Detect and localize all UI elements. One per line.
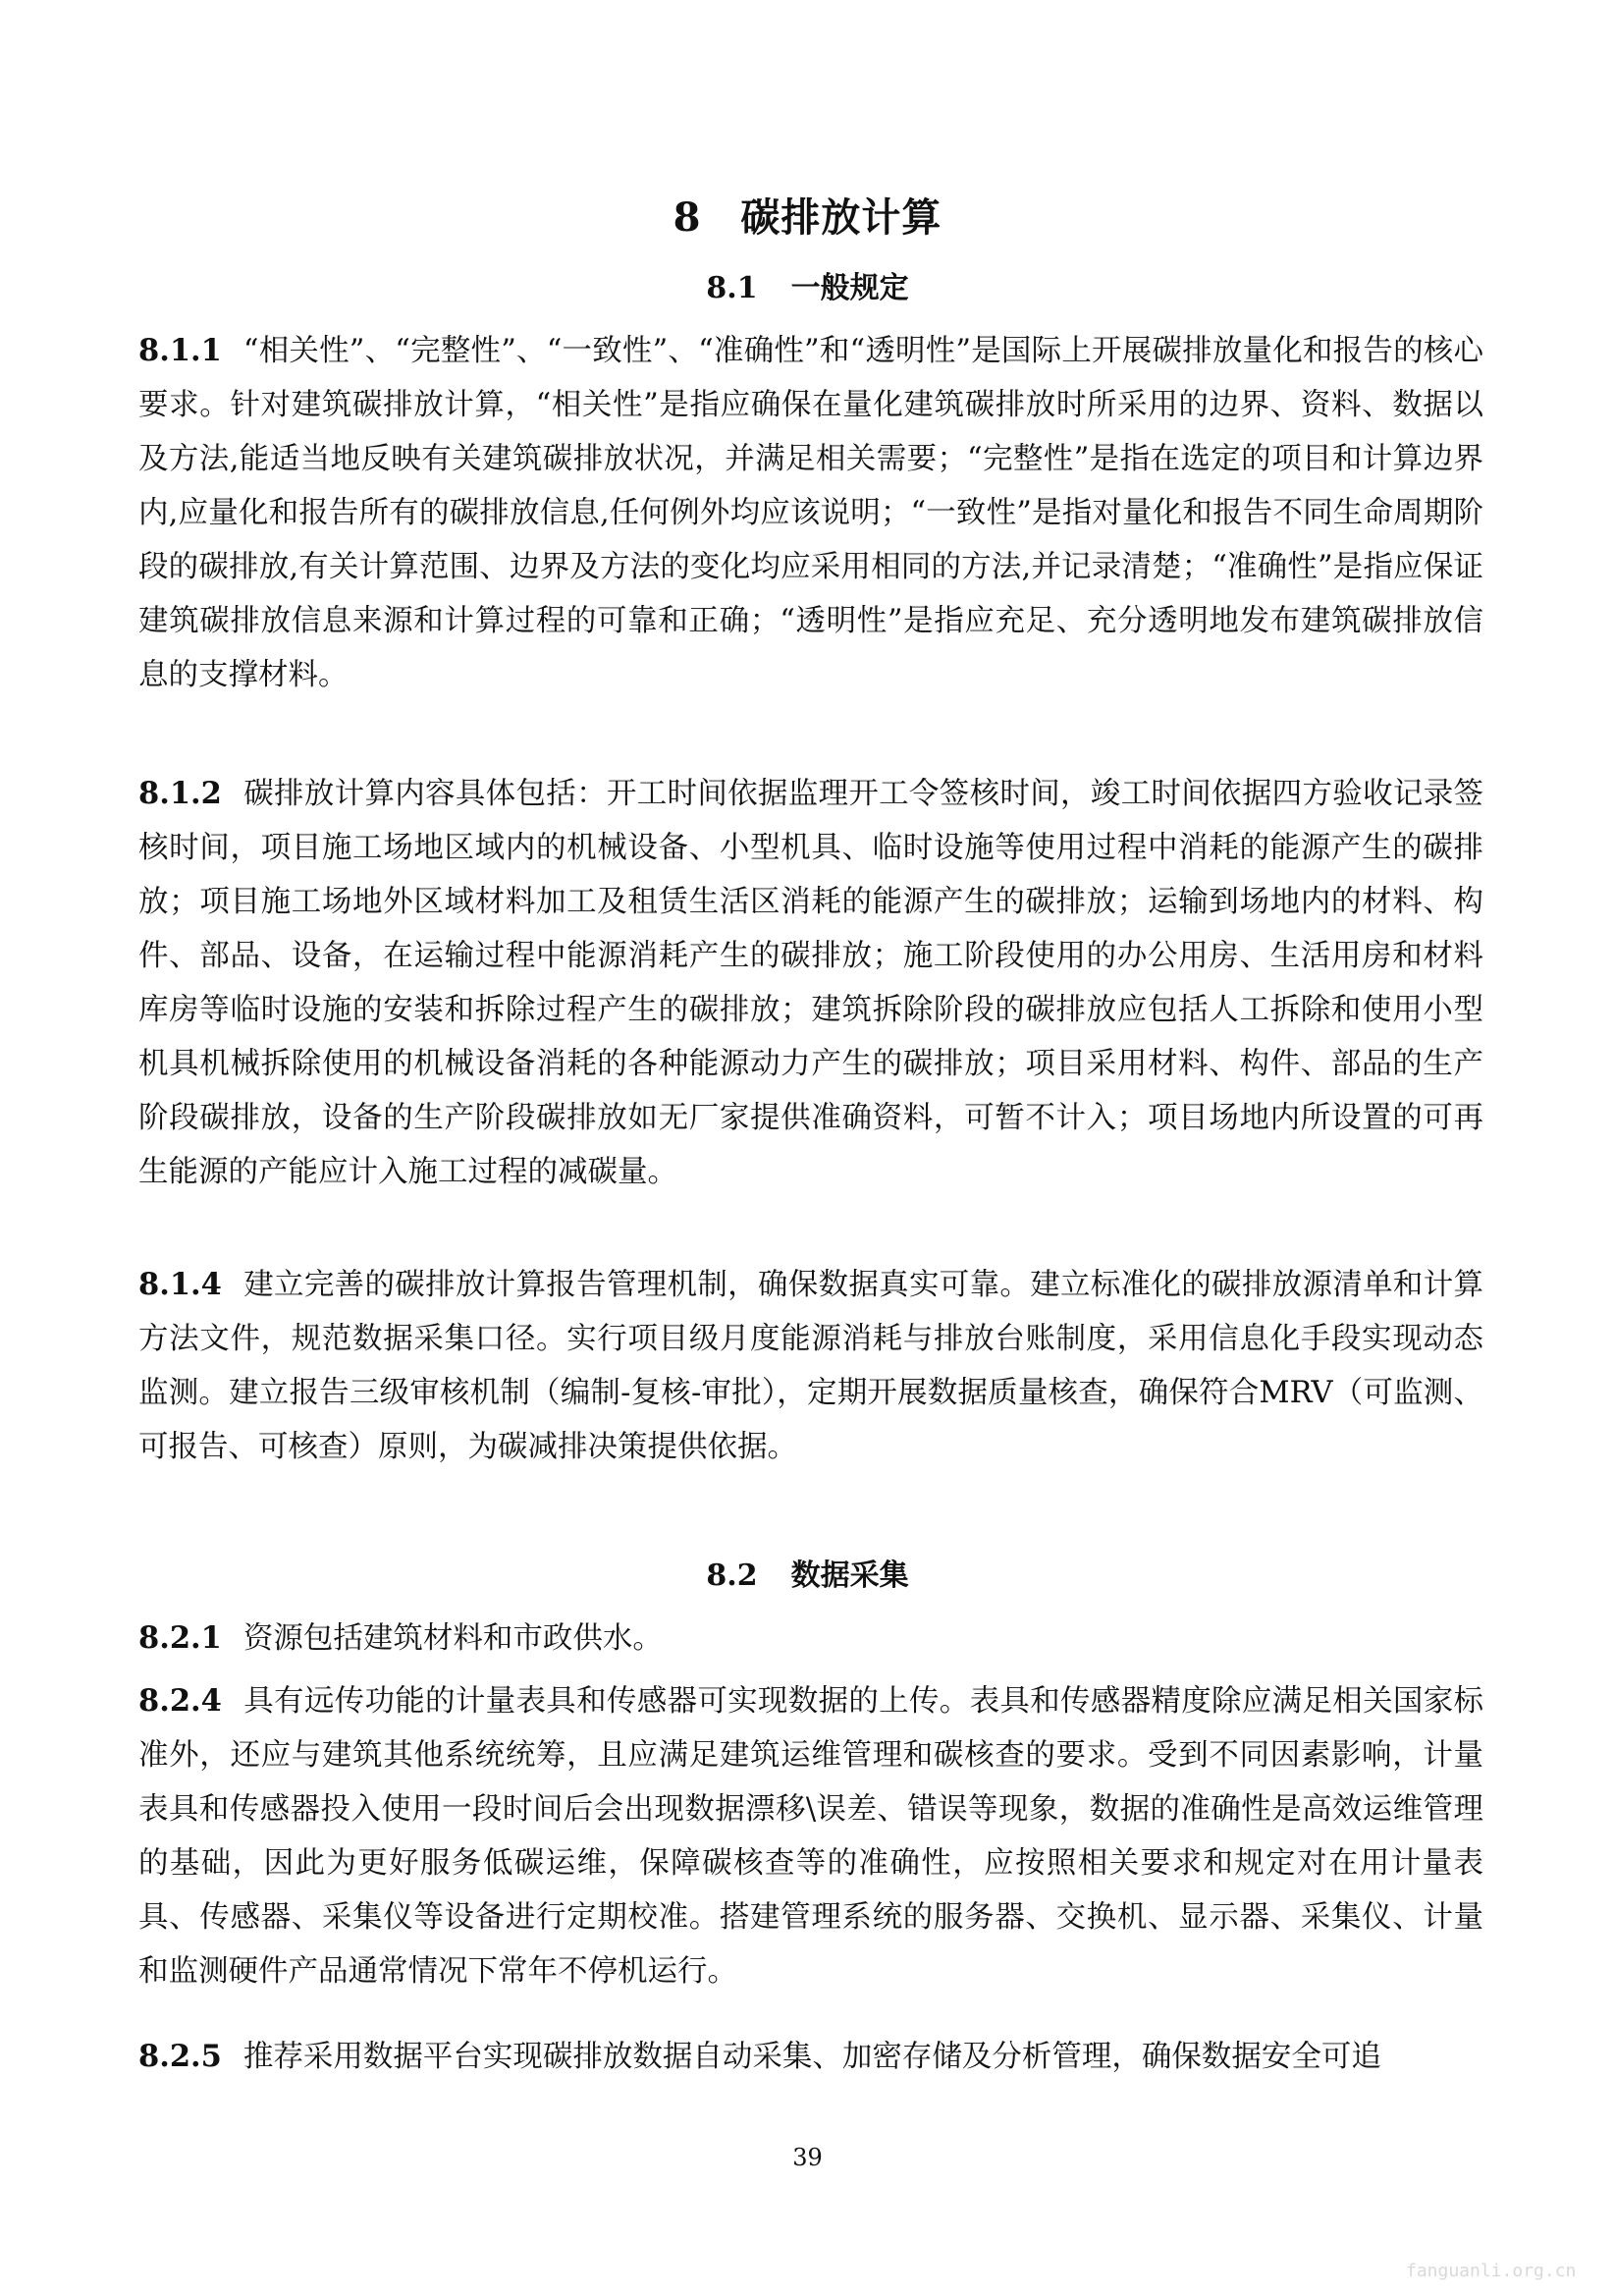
chapter-number: 8 [673,194,702,241]
clause-text: 建立完善的碳排放计算报告管理机制，确保数据真实可靠。建立标准化的碳排放源清单和计算方法文件，规范数据采集口径。实行项目级月度能源消耗与排放台账制度，采用信息化手段实现动态监测。建立报告三级审核机制（编制-复核-审批），定期开展数据质量核查，确保符合MRV（可监测、可报告、可核查）原则，为碳减排决策提供依据。 [138,1268,1483,1464]
clause-text: 推荐采用数据平台实现碳排放数据自动采集、加密存储及分析管理，确保数据安全可追 [242,2040,1381,2074]
section-title-8-1 [0,263,1615,306]
clause-number: 8.1.1 [138,333,222,368]
clause-text: “相关性”、“完整性”、“一致性”、“准确性”和“透明性”是国际上开展碳排放量化和报告的核心要求。针对建筑碳排放计算，“相关性”是指应确保在量化建筑碳排放时所采用的边界、资料、数据以及方法,能适当地反映有关建筑碳排放状况，并满足相关需要；“完整性”是指在选定的项目和计算边界内,应量化和报告所有的碳排放信息,任何例外均应该说明；“一致性”是指对量化和报告不同生命周期阶段的碳排放,有关计算范围、边界及方法的变化均应采用相同的方法,并记录清楚；“准确性”是指应保证建筑碳排放信息来源和计算过程的可靠和正确；“透明性”是指应充足、充分透明地发布建筑碳排放信息的支撑材料。 [138,334,1483,692]
page-number: 39 [792,2144,823,2171]
clause-number: 8.1.2 [138,776,222,811]
section-title-8-2 [0,1551,1615,1594]
clause-8-1-1 [138,324,1483,702]
section-number: 8.2 [706,1558,758,1593]
clause-8-1-2 [138,767,1483,1199]
clause-number: 8.2.1 [138,1620,222,1656]
section-title-text: 数据采集 [790,1558,909,1593]
clause-8-2-1 [138,1612,1483,1666]
section-number: 8.1 [706,271,758,305]
section-title-text: 一般规定 [790,271,909,305]
clause-number: 8.2.4 [138,1683,222,1719]
watermark: fanguanli.org.cn [1406,2261,1577,2281]
clause-8-2-5 [138,2030,1483,2084]
clause-number: 8.1.4 [138,1267,222,1302]
chapter-title-text: 碳排放计算 [740,194,942,241]
clause-text: 碳排放计算内容具体包括：开工时间依据监理开工令签核时间，竣工时间依据四方验收记录签核时间，项目施工场地区域内的机械设备、小型机具、临时设施等使用过程中消耗的能源产生的碳排放；项目施工场地外区域材料加工及租赁生活区消耗的能源产生的碳排放；运输到场地内的材料、构件、部品、设备，在运输过程中能源消耗产生的碳排放；施工阶段使用的办公用房、生活用房和材料库房等临时设施的安装和拆除过程产生的碳排放；建筑拆除阶段的碳排放应包括人工拆除和使用小型机具机械拆除使用的机械设备消耗的各种能源动力产生的碳排放；项目采用材料、构件、部品的生产阶段碳排放，设备的生产阶段碳排放如无厂家提供准确资料，可暂不计入；项目场地内所设置的可再生能源的产能应计入施工过程的减碳量。 [138,777,1483,1189]
clause-8-1-4 [138,1258,1483,1474]
clause-text: 资源包括建筑材料和市政供水。 [242,1621,663,1656]
clause-number: 8.2.5 [138,2039,222,2074]
chapter-title [0,187,1615,243]
clause-8-2-4 [138,1674,1483,1998]
clause-text: 具有远传功能的计量表具和传感器可实现数据的上传。表具和传感器精度除应满足相关国家标准外，还应与建筑其他系统统筹，且应满足建筑运维管理和碳核查的要求。受到不同因素影响，计量表具和传感器投入使用一段时间后会出现数据漂移\误差、错误等现象，数据的准确性是高效运维管理的基础，因此为更好服务低碳运维，保障碳核查等的准确性，应按照相关要求和规定对在用计量表具、传感器、采集仪等设备进行定期校准。搭建管理系统的服务器、交换机、显示器、采集仪、计量和监测硬件产品通常情况下常年不停机运行。 [138,1684,1483,1989]
